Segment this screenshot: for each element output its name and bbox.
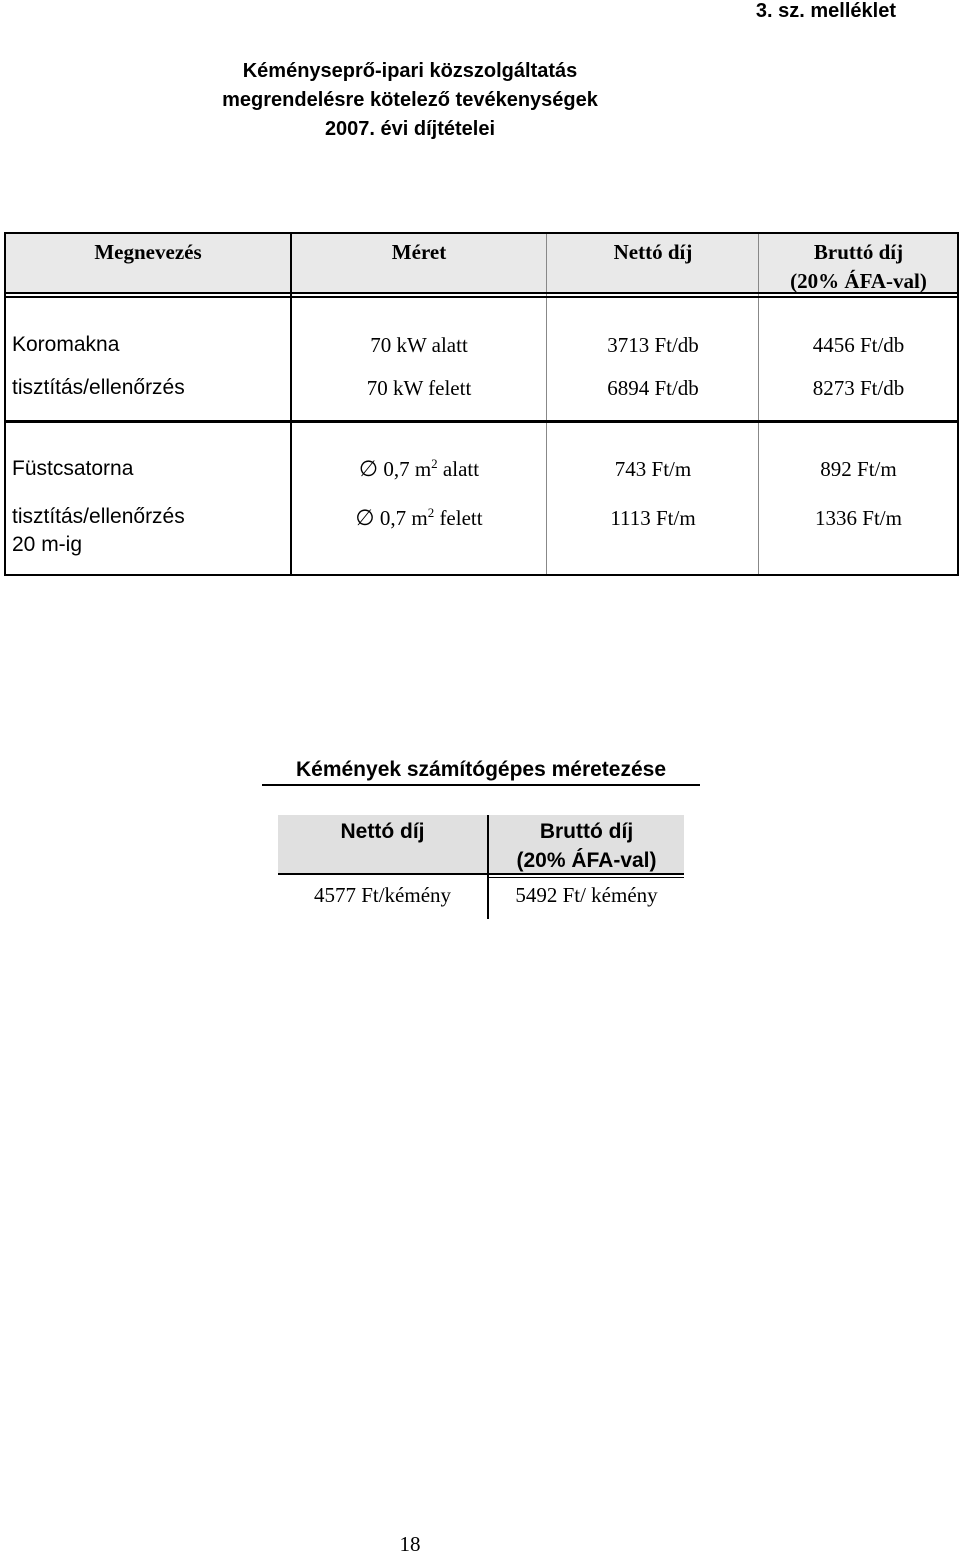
group2-row2-net: 1113 Ft/m (610, 506, 696, 530)
size-suffix: felett (439, 506, 483, 530)
group1-name-line1: Koromakna (12, 333, 120, 356)
group2-row2-gross: 1336 Ft/m (815, 506, 902, 530)
group2-row1-gross: 892 Ft/m (820, 457, 897, 481)
group2-name-line3: 20 m-ig (12, 533, 83, 556)
section-title: Kémények számítógépes méretezése (262, 756, 700, 786)
size-exponent: 2 (431, 456, 438, 471)
col-header-name: Megnevezés (94, 240, 202, 264)
sizing-value-gross: 5492 Ft/ kémény (515, 883, 658, 907)
group2-row1-size (292, 456, 546, 482)
group2-row2-size (292, 505, 546, 531)
group1-row1-net: 3713 Ft/db (607, 333, 699, 357)
sizing-value-net: 4577 Ft/kémény (313, 883, 452, 907)
group1-row1-size: 70 kW alatt (370, 333, 468, 357)
fee-table (4, 232, 959, 576)
annex-label: 3. sz. melléklet (755, 0, 896, 22)
sizing-header-gross: Bruttó díj (539, 820, 634, 843)
diameter-icon: ∅ (358, 456, 379, 481)
group1-row2-net: 6894 Ft/db (607, 376, 699, 400)
group2-row1-net: 743 Ft/m (614, 457, 692, 481)
title-line-3: 2007. évi díjtételei (324, 118, 496, 140)
size-suffix: alatt (442, 457, 480, 481)
sizing-header-net: Nettó díj (340, 820, 425, 843)
size-value: 0,7 m (383, 457, 432, 481)
diameter-icon: ∅ (355, 505, 375, 530)
page-number: 18 (399, 1532, 421, 1556)
group1-name-line2: tisztítás/ellenőrzés (12, 376, 185, 399)
sizing-header-gross-vat: (20% ÁFA-val) (516, 849, 657, 872)
group2-name-line1: Füstcsatorna (12, 457, 134, 480)
group2-name-line2: tisztítás/ellenőrzés (12, 505, 185, 528)
title-line-1: Kéményseprő-ipari közszolgáltatás (242, 60, 578, 82)
sizing-table (278, 815, 684, 919)
size-exponent: 2 (427, 505, 435, 520)
group1-row2-size: 70 kW felett (366, 376, 472, 400)
col-header-gross: Bruttó díj (813, 240, 904, 264)
document-title (120, 57, 700, 144)
group1-row1-gross: 4456 Ft/db (812, 333, 905, 357)
group1-row2-gross: 8273 Ft/db (812, 376, 905, 400)
title-line-2: megrendelésre kötelező tevékenységek (222, 89, 598, 111)
col-header-net: Nettó díj (613, 240, 693, 264)
col-header-size: Méret (391, 240, 447, 264)
col-header-gross-vat: (20% ÁFA-val) (790, 269, 927, 293)
size-value: 0,7 m (379, 506, 428, 530)
